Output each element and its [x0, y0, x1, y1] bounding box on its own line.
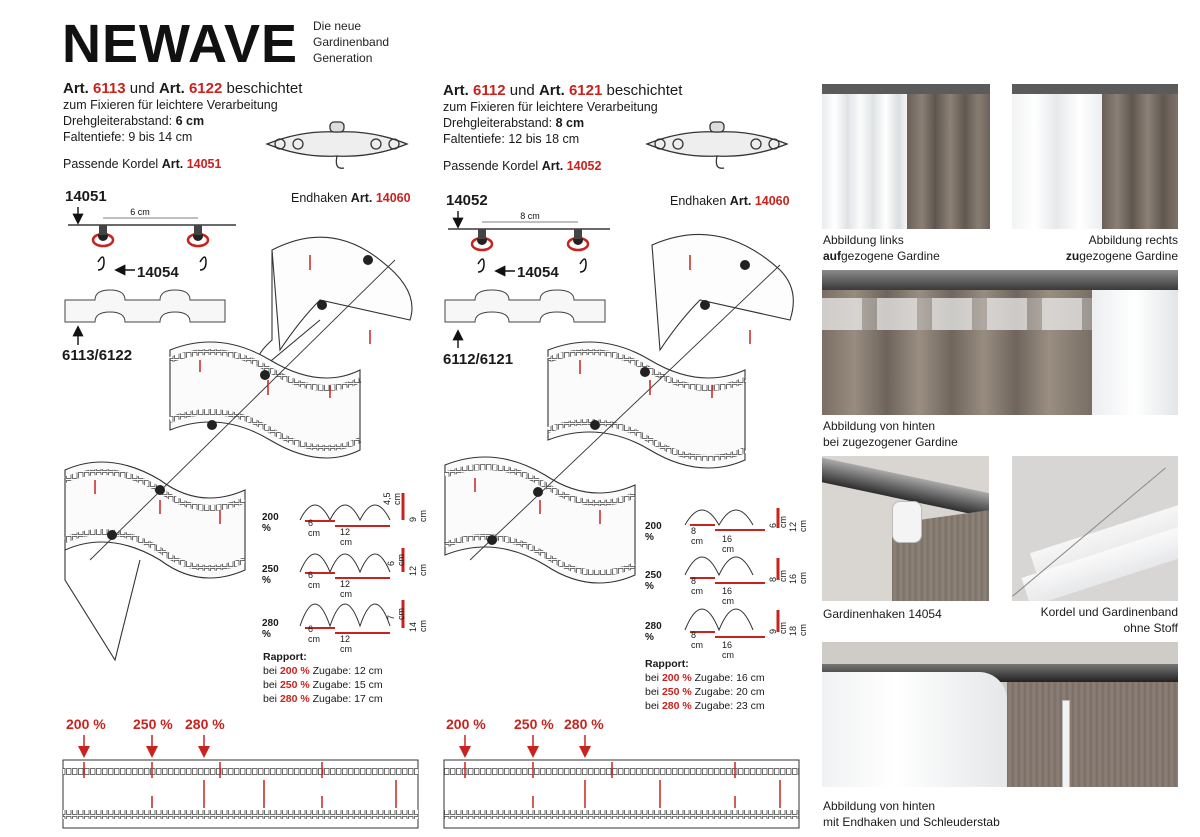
fold-repeat: 16 cm — [722, 534, 734, 554]
right-line2: Drehgleiterabstand: 8 cm — [443, 116, 585, 130]
right-endhaken-drawing — [647, 122, 787, 168]
fold-height: 14 cm — [408, 620, 428, 632]
left-cord-number: 14051 — [65, 188, 107, 205]
photo-back-closed — [822, 270, 1178, 415]
right-tape-number: 6112/6121 — [443, 351, 514, 368]
fold-repeat: 12 cm — [340, 579, 352, 599]
right-gliders — [472, 229, 588, 272]
right-endhaken: Endhaken Art. 14060 — [670, 194, 790, 208]
fold-width: 6 cm — [308, 624, 320, 644]
caption-hinten: Abbildung von hinten bei zugezogener Gardine — [823, 419, 958, 449]
fold-repeat: 12 cm — [340, 527, 352, 547]
photo-endhaken-stab — [822, 642, 1178, 787]
fold-height: 12 cm — [788, 520, 808, 532]
fold-depth: 8 cm — [768, 570, 788, 582]
fold-depth: 9 cm — [768, 622, 788, 634]
brand-logo: NEWAVE — [62, 14, 299, 74]
fold-height: 16 cm — [788, 572, 808, 584]
right-marker-280: 280 % — [564, 716, 604, 732]
fold-pct: 280 % — [645, 621, 662, 643]
fold-depth: 6 cm — [386, 554, 406, 566]
caption-rechts: Abbildung rechts zugezogene Gardine — [1065, 233, 1178, 263]
fold-pct: 200 % — [645, 521, 662, 543]
fold-width: 8 cm — [691, 526, 703, 546]
right-cord-number: 14052 — [446, 192, 488, 209]
rapport-row: bei 200 % Zugabe: 16 cm — [645, 672, 765, 684]
caption-stab: Abbildung von hinten mit Endhaken und Schleuderstab — [823, 799, 1000, 829]
left-rapport — [263, 650, 383, 706]
photo-gardinenhaken — [822, 456, 989, 601]
right-spacing-label: 8 cm — [520, 211, 540, 221]
left-marker-200: 200 % — [66, 716, 106, 732]
rapport-row: bei 250 % Zugabe: 20 cm — [645, 686, 765, 698]
tagline-line: Generation — [313, 51, 373, 65]
left-bottom-tape — [63, 735, 418, 828]
right-marker-200: 200 % — [446, 716, 486, 732]
left-heading: Art. 6113 und Art. 6122 beschichtet — [63, 80, 303, 97]
left-kordel: Passende Kordel Art. 14051 — [63, 157, 222, 171]
caption-kordel: Kordel und Gardinenband ohne Stoff — [1040, 605, 1178, 635]
right-hook-number: 14054 — [517, 264, 559, 281]
left-endhaken: Endhaken Art. 14060 — [291, 191, 411, 205]
left-line1: zum Fixieren für leichtere Verarbeitung — [63, 98, 278, 112]
rapport-title: Rapport: — [263, 651, 307, 663]
left-tape-number: 6113/6122 — [62, 347, 133, 364]
left-line2: Drehgleiterabstand: 6 cm — [63, 114, 205, 128]
right-kordel: Passende Kordel Art. 14052 — [443, 159, 602, 173]
fold-height: 9 cm — [408, 510, 428, 522]
fold-pct: 250 % — [645, 570, 662, 592]
fold-depth: 4,5 cm — [382, 492, 402, 505]
tagline-line: Gardinenband — [313, 35, 390, 49]
fold-width: 8 cm — [691, 630, 703, 650]
caption-haken: Gardinenhaken 14054 — [823, 607, 942, 621]
fold-width: 6 cm — [308, 518, 320, 538]
fold-repeat: 16 cm — [722, 640, 734, 660]
left-hook-number: 14054 — [137, 264, 179, 281]
rapport-row: bei 250 % Zugabe: 15 cm — [263, 679, 383, 691]
left-endhaken-drawing — [267, 122, 407, 168]
right-bottom-tape — [444, 735, 799, 828]
right-tape-sketch — [445, 290, 605, 322]
left-spacing-label: 6 cm — [130, 207, 150, 217]
right-heading: Art. 6112 und Art. 6121 beschichtet — [443, 82, 683, 99]
left-marker-250: 250 % — [133, 716, 173, 732]
left-gliders — [93, 225, 208, 270]
rapport-row: bei 280 % Zugabe: 23 cm — [645, 700, 765, 712]
caption-links: Abbildung links aufgezogene Gardine — [823, 233, 940, 263]
fold-depth: 6 cm — [768, 516, 788, 528]
photo-curtain-open — [822, 84, 990, 229]
fold-pct: 250 % — [262, 564, 279, 586]
photo-curtain-closed — [1012, 84, 1178, 229]
photo-kordel-band — [1012, 456, 1178, 601]
fold-height: 12 cm — [408, 564, 428, 576]
rapport-title: Rapport: — [645, 658, 689, 670]
right-line3: Faltentiefe: 12 bis 18 cm — [443, 132, 580, 146]
fold-pct: 280 % — [262, 618, 279, 640]
rapport-row: bei 280 % Zugabe: 17 cm — [263, 693, 383, 705]
right-marker-250: 250 % — [514, 716, 554, 732]
fold-width: 6 cm — [308, 570, 320, 590]
fold-depth: 7 cm — [386, 608, 406, 620]
left-tape-sketch — [65, 290, 225, 322]
fold-repeat: 12 cm — [340, 634, 352, 654]
fold-pct: 200 % — [262, 512, 279, 534]
right-line1: zum Fixieren für leichtere Verarbeitung — [443, 100, 658, 114]
tagline-line: Die neue — [313, 19, 362, 33]
fold-height: 18 cm — [788, 624, 808, 636]
fold-width: 8 cm — [691, 576, 703, 596]
left-line3: Faltentiefe: 9 bis 14 cm — [63, 130, 193, 144]
rapport-row: bei 200 % Zugabe: 12 cm — [263, 665, 383, 677]
right-rapport — [645, 657, 765, 713]
left-marker-280: 280 % — [185, 716, 225, 732]
fold-repeat: 16 cm — [722, 586, 734, 606]
